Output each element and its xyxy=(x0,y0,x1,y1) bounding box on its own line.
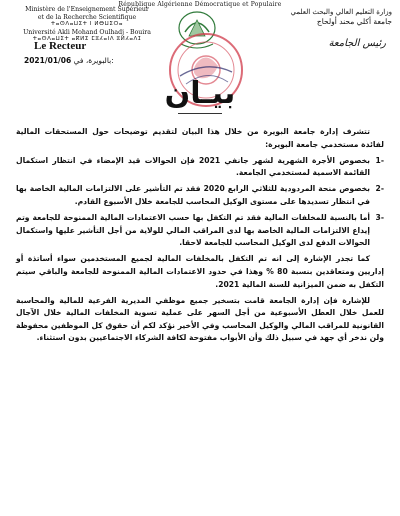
document-body xyxy=(16,126,384,349)
header-right-block xyxy=(242,8,392,26)
header-left-block xyxy=(12,6,162,44)
item-1-text: بخصوص الأجرة الشهرية لشهر جانفي 2021 فإن الحوالات قيد الإمضاء في انتظار استكمال القائمة الاسمية لمستخدمي الجامعة. xyxy=(16,155,370,178)
item-3-text: أما بالنسبة للمخلفات المالية فقد تم التكفل بها حسب الاعتمادات المالية الممنوحة للجامعة وتم إيداع الالتزامات المالية الخاصة بها لدى المراقب المالي للولاية من أجل التأشير عليها واستكمال الحوالات الدفع لدى الوكيل المحاسب للجامعة لاحقا. xyxy=(16,213,370,248)
item-2 xyxy=(16,183,384,208)
ministry-fr-line-1: Ministère de l'Enseignement Supérieur xyxy=(25,6,149,13)
item-2-text: بخصوص منحة المردودية للثلاثي الرابع 2020 فقد تم التأشير على الالتزامات المالية الخاصة بها في انتظار تسديدها على مستوى الوكيل المحاسب للجامعة خلال الأسبوع القادم. xyxy=(16,184,370,206)
item-3 xyxy=(16,212,384,250)
date-prefix: بالبويرة، في: xyxy=(73,56,114,65)
date-line xyxy=(24,56,114,65)
item-3-number: -3 xyxy=(375,213,384,223)
paragraph-5: للإشارة فإن إدارة الجامعة قامت بتسخير جميع موظفي المديرية الفرعية للمالية والمحاسبة للعمل خلال العطل الأسبوعية من أجل السهر على عملية تسوية المخلفات المالية خلال الآجال القانونية للمراقب المالي والوكيل المحاسب وفي الأخير نؤكد لكم أن حقوق كل الموظفين محفوظة ولن ندخر أي جهد في سبيل ذلك وأن الأبواب مفتوحة لكافة الشركاء الاجتماعيين بدون استثناء. xyxy=(16,295,384,343)
document-title: بيـان xyxy=(164,76,236,111)
intro-paragraph: تتشرف إدارة جامعة البويرة من خلال هذا البيان لتقديم توضيحات حول المستحقات المالية لفائدة مستخدمي جامعة البويرة: xyxy=(16,127,384,149)
item-1-number: -1 xyxy=(375,155,384,165)
ministry-ar: وزارة التعليم العالي والبحث العلمي xyxy=(290,8,392,16)
ministry-fr-line-2: et de la Recherche Scientifique xyxy=(37,13,137,21)
item-1 xyxy=(16,155,384,180)
paragraph-4: كما تجدر الإشارة إلى انه تم التكفل بالمخلفات المالية لجميع المستخدمين سواء أساتذة أو إداريين ومتعاقدين بنسبة 80 % وهذا في حدود الاعتمادات المالية الممنوحة للجامعة والباقي سيتم التكفل به ضمن الميزانية للسنة المالية 2021. xyxy=(16,254,384,289)
tifinagh-line-2: ⵜⴰⵙⴷⴰⵡⵉⵜ ⴰⴽⵍⵉ ⵎⵓⵃⴰⵏⴷ ⵓⵍⵃⴰⴷⵊ xyxy=(32,36,142,42)
tifinagh-line-1: ⵜⴰⵙⴷⴰⵡⵉⵜ ⵏ ⵍⴱⵡⵉⵔⴰ xyxy=(50,21,124,27)
item-2-number: -2 xyxy=(375,184,384,194)
document-date: 2021/01/06 xyxy=(24,56,72,65)
rector-title-fr: Le Recteur xyxy=(34,40,87,52)
republic-header: République Algérienne Démocratique et Populaire xyxy=(118,1,282,8)
university-fr: Université Akli Mohand Oulhadj - Bouira xyxy=(23,28,151,36)
rector-title-ar: رئيس الجامعة xyxy=(328,38,386,49)
university-ar: جامعة أكلي محند أولحاج xyxy=(316,17,392,26)
title-underline xyxy=(178,113,222,114)
